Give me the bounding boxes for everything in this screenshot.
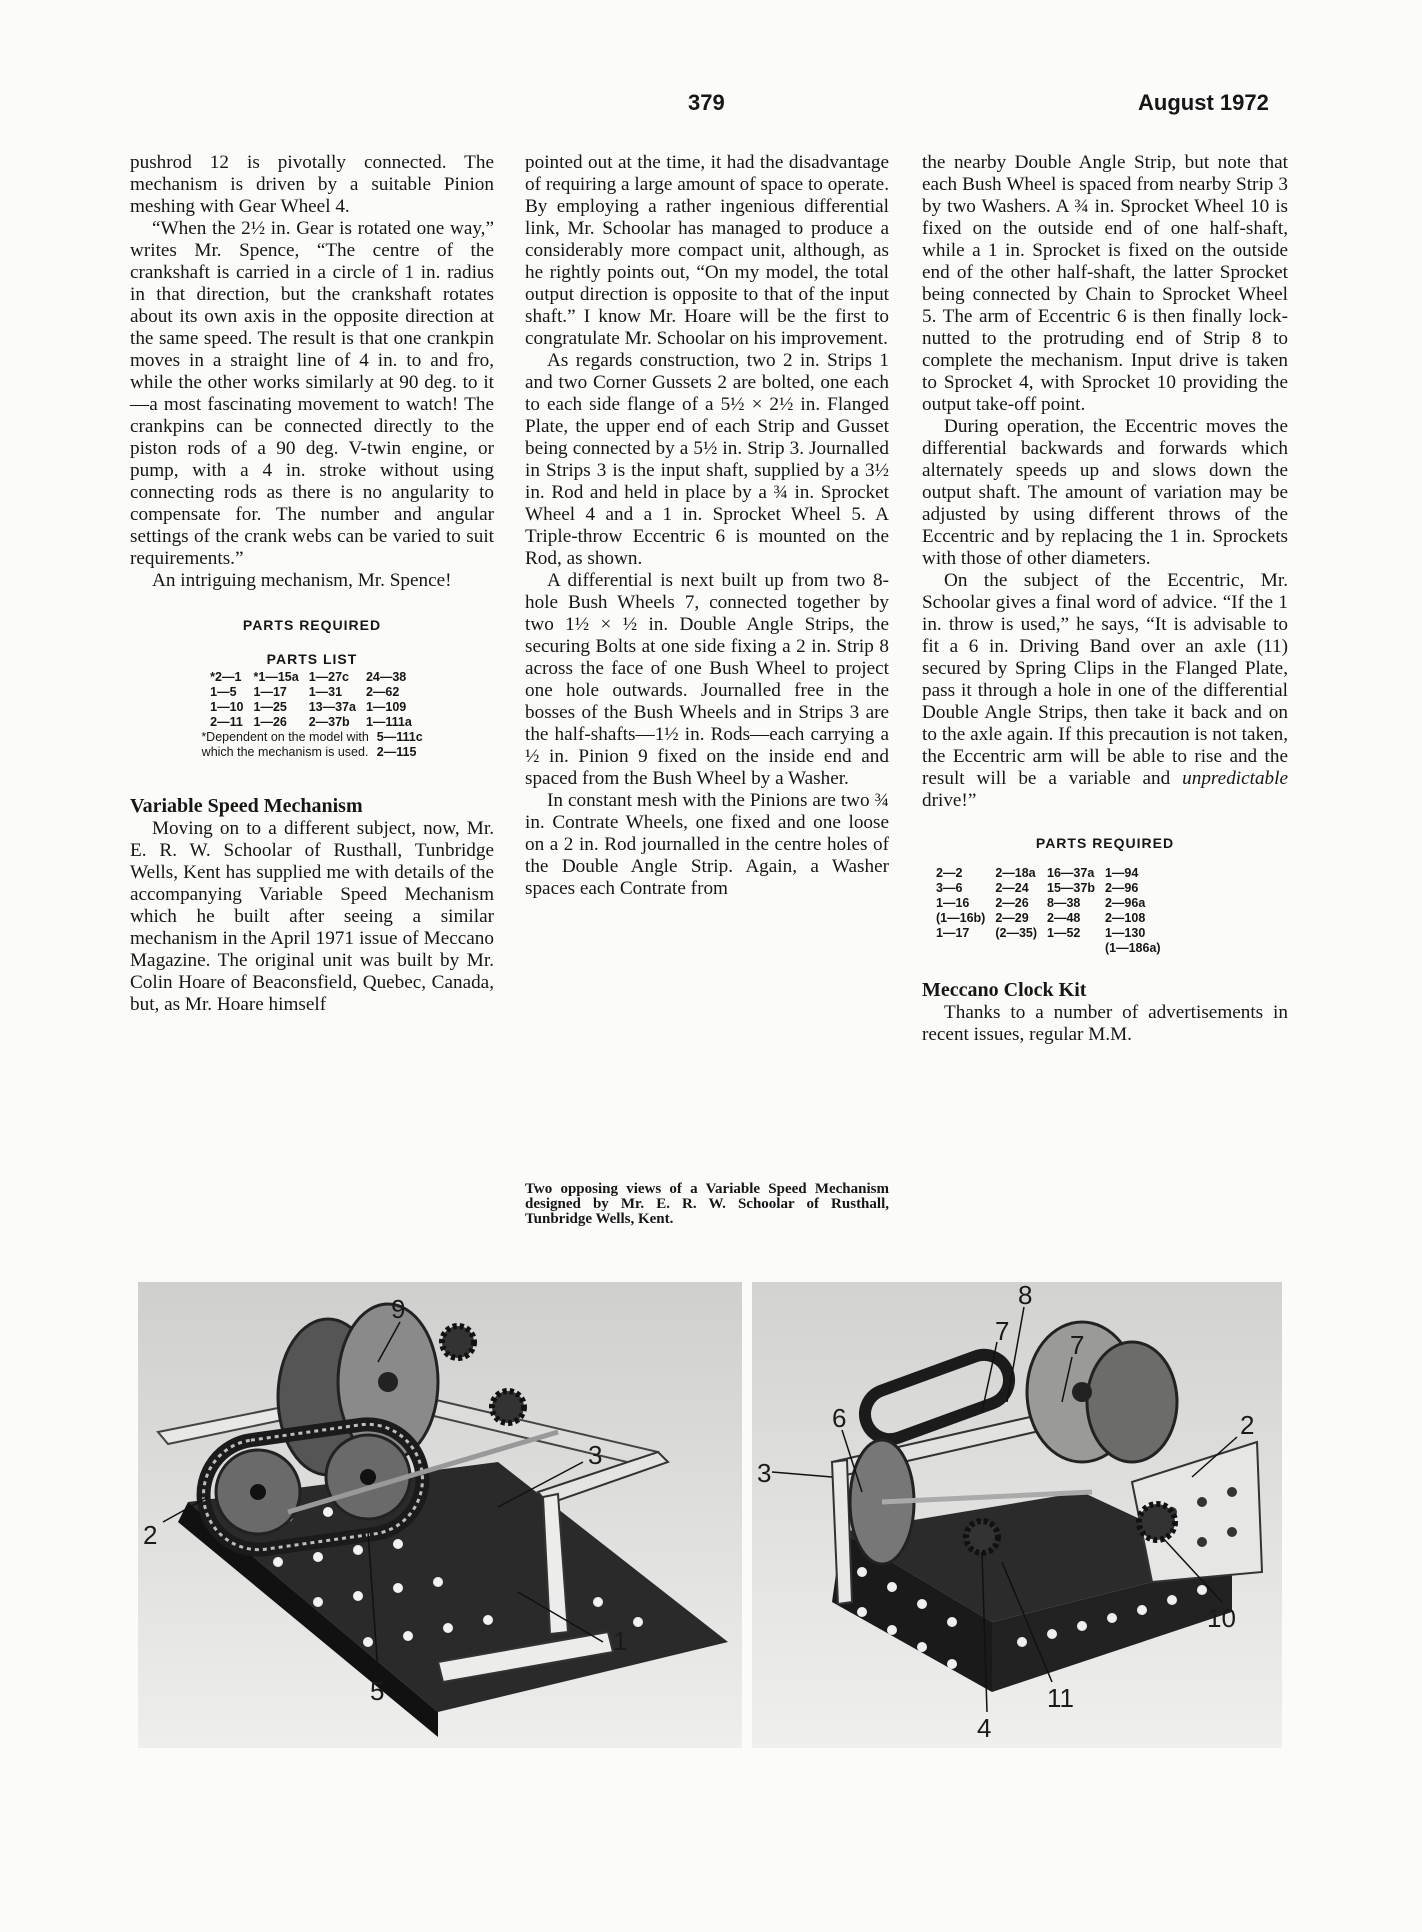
table-cell: 1—27c: [308, 670, 349, 684]
table-cell: 2—108: [1104, 911, 1146, 925]
table-cell: 1—130: [1104, 926, 1146, 940]
table-cell: 2—96: [1104, 881, 1139, 895]
table-cell: 24—38: [365, 670, 407, 684]
label-4: 4: [977, 1713, 992, 1743]
paragraph: A differential is next built up from two 8-hole Bush Wheels 7, connected together by two 1½ × ½ in. Double Angle Strips, the securing Bolts at one side fixing a 2 in. Strip 8 across the face of one Bush Wheel to project one hole outwards. Journalled free in the bosses of the Bush Wheels and in Strips 3 are the half-shafts—1½ in. Rods—each carrying a ½ in. Pinion 9 fixed on the inside end and spaced from the Bush Wheel by a Washer.: [525, 570, 889, 789]
parts-required-heading: PARTS REQUIRED: [1035, 835, 1175, 851]
paragraph: In constant mesh with the Pinions are two ¾ in. Contrate Wheels, one fixed and one loose on a 2 in. Rod journalled in the centre holes of the Double Angle Strip. Again, a Washer spaces each Contrate from: [525, 790, 889, 899]
label-10: 10: [1207, 1603, 1236, 1633]
table-cell: *1—15a: [253, 670, 299, 684]
table-cell: 2—96a: [1104, 896, 1146, 910]
table-row: [206, 685, 418, 700]
table-cell: 1—17: [253, 685, 287, 699]
section-heading: Variable Speed Mechanism: [130, 795, 363, 817]
label-2: 2: [1240, 1410, 1255, 1440]
table-cell: 1—5: [210, 685, 237, 699]
parts-note: [130, 730, 494, 760]
table-cell: 1—16: [936, 896, 970, 910]
table-cell: 1—10: [210, 700, 244, 714]
text-run: On the subject of the Eccentric, Mr. Schoolar gives a final word of advice. “If the 1 in. throw is used,” he says, “It is advisable to fit a 6 in. Driving Band over an axle (11) secured by Spring Clips in the Flanged Plate, pass it through a hole in one of the differential Double Angle Strips, then take it back and on to the axle again. If this precaution is not taken, the Eccentric arm will be able to rise and the result will be a variable and: [922, 570, 1288, 789]
paragraph: the nearby Double Angle Strip, but note that each Bush Wheel is spaced from nearby Strip 3 by two Washers. A ¾ in. Sprocket Wheel 10 is fixed on the outside end of one half-shaft, while a 1 in. Sprocket is fixed on the outside end of the other half-shaft, the latter Sprocket being connected by Chain to Sprocket Wheel 5. The arm of Eccentric 6 is then finally lock-nutted to the protruding end of Strip 8 to complete the mechanism. Input drive is taken to Sprocket 4, with Sprocket 10 providing the output take-off point.: [922, 152, 1288, 415]
issue-date: August 1972: [1138, 90, 1269, 115]
table-cell: 2—24: [995, 881, 1029, 895]
table-row: [932, 881, 1167, 896]
mechanism-photo-left: [138, 1282, 742, 1748]
table-cell: 2—37b: [308, 715, 350, 729]
table-cell: 1—17: [936, 926, 970, 940]
parts-list-heading: PARTS LIST: [266, 651, 358, 667]
label-5: 5: [370, 1676, 385, 1706]
table-cell: 1—109: [365, 700, 407, 714]
table-cell: [932, 941, 991, 956]
table-row: [932, 911, 1167, 926]
table-cell: (2—35): [995, 926, 1038, 940]
table-cell: 2—48: [1047, 911, 1081, 925]
table-row: [932, 866, 1167, 881]
figure-caption: Two opposing views of a Variable Speed Mechanism designed by Mr. E. R. W. Schoolar of Rusthall, Tunbridge Wells, Kent.: [525, 1181, 889, 1227]
column-2: [525, 152, 889, 900]
text-run: drive!”: [922, 790, 977, 811]
table-cell: 2—2: [936, 866, 963, 880]
paragraph: During operation, the Eccentric moves the differential backwards and forwards which alternately speeds up and slows down the output shaft. The amount of variation may be adjusted by using different throws of the Eccentric and by replacing the 1 in. Sprockets with those of other diameters.: [922, 416, 1288, 569]
table-cell: 1—94: [1104, 866, 1139, 880]
table-cell: 16—37a: [1047, 866, 1095, 880]
table-cell: 1—31: [308, 685, 343, 699]
column-1: [130, 152, 494, 1016]
table-cell: 2—11: [210, 715, 243, 729]
label-9: 9: [391, 1294, 406, 1324]
table-row: [206, 700, 418, 715]
photo-right: [752, 1282, 1282, 1748]
label-7: 7: [995, 1316, 1010, 1346]
label-2: 2: [143, 1520, 158, 1550]
paragraph: pointed out at the time, it had the disadvantage of requiring a large amount of space to operate. By employing a rather ingenious differential link, Mr. Schoolar has managed to produce a considerably more compact unit, although, as he rightly points out, “On my model, the total output direction is opposite to that of the input shaft.” I know Mr. Hoare will be the first to congratulate Mr. Schoolar on his improvement.: [525, 152, 889, 349]
photo-left: [138, 1282, 742, 1748]
paragraph: [922, 570, 1288, 812]
table-row: [932, 896, 1167, 911]
italic-text: unpredictable: [1182, 768, 1288, 789]
mechanism-photo-right: [752, 1282, 1282, 1748]
table-cell: (1—16b): [936, 911, 986, 925]
table-cell: 2—18a: [995, 866, 1036, 880]
paragraph: “When the 2½ in. Gear is rotated one way,” writes Mr. Spence, “The centre of the crankshaft is carried in a circle of 1 in. radius in that direction, but the crankshaft rotates about its own axis in the opposite direction at the same speed. The result is that one crankpin moves in a straight line of 4 in. to and fro, while the other works similarly at 90 deg. to it—a most fascinating movement to watch! The crankpins can be connected directly to the piston rods of a 90 deg. V-twin engine, or pump, with a 4 in. stroke without using connecting rods as there is no angularity to compensate for. The number and angular settings of the crank webs can be varied to suit requirements.”: [130, 218, 494, 569]
page-number: 379: [688, 90, 725, 115]
table-cell: 2—29: [995, 911, 1029, 925]
parts-table: [932, 866, 1167, 956]
paragraph: An intriguing mechanism, Mr. Spence!: [152, 570, 452, 591]
table-cell: [1043, 941, 1101, 956]
label-8: 8: [1018, 1282, 1033, 1310]
section-heading: Meccano Clock Kit: [922, 979, 1087, 1001]
paragraph: Moving on to a different subject, now, Mr. E. R. W. Schoolar of Rusthall, Tunbridge Wells, Kent has supplied me with details of the accompanying Variable Speed Mechanism which he built after seeing a similar mechanism in the April 1971 issue of Meccano Magazine. The original unit was built by Mr. Colin Hoare of Beaconsfield, Quebec, Canada, but, as Mr. Hoare himself: [130, 818, 494, 1015]
parts-table: [206, 670, 418, 730]
note-text: *Dependent on the model with: [201, 730, 369, 744]
table-cell: 1—26: [253, 715, 287, 729]
label-3: 3: [757, 1458, 772, 1488]
table-cell: 2—26: [995, 896, 1029, 910]
table-cell: 13—37a: [308, 700, 356, 714]
table-cell: 3—6: [936, 881, 963, 895]
label-6: 6: [832, 1403, 847, 1433]
table-cell: 1—111a: [365, 715, 412, 729]
column-3: [922, 152, 1288, 1046]
table-row: [932, 941, 1167, 956]
table-cell: (1—186a): [1104, 941, 1161, 955]
label-11: 11: [1047, 1683, 1074, 1713]
table-cell: *2—1: [210, 670, 242, 684]
table-cell: [991, 941, 1043, 956]
table-cell: 1—25: [253, 700, 287, 714]
table-cell: 8—38: [1047, 896, 1081, 910]
table-row: [206, 670, 418, 685]
table-row: [932, 926, 1167, 941]
note-part: 5—111c: [376, 730, 423, 744]
note-part: 2—115: [376, 745, 417, 759]
label-1: 1: [613, 1626, 628, 1656]
paragraph: pushrod 12 is pivotally connected. The mechanism is driven by a suitable Pinion meshing with Gear Wheel 4.: [130, 152, 494, 217]
note-text: which the mechanism is used.: [201, 745, 369, 759]
table-row: [206, 715, 418, 730]
paragraph: Thanks to a number of advertisements in recent issues, regular M.M.: [922, 1002, 1288, 1045]
paragraph: As regards construction, two 2 in. Strips 1 and two Corner Gussets 2 are bolted, one each to each side flange of a 5½ × 2½ in. Flanged Plate, the upper end of each Strip and Gusset being connected by a 5½ in. Strip 3. Journalled in Strips 3 is the input shaft, supplied by a 3½ in. Rod and held in place by a ¾ in. Sprocket Wheel 4 and a 1 in. Sprocket Wheel 5. A Triple-throw Eccentric 6 is mounted on the Rod, as shown.: [525, 350, 889, 569]
table-cell: 2—62: [365, 685, 400, 699]
label-3: 3: [588, 1440, 603, 1470]
parts-required-heading: PARTS REQUIRED: [242, 617, 382, 633]
table-cell: 15—37b: [1047, 881, 1095, 895]
label-7: 7: [1070, 1330, 1085, 1360]
table-cell: 1—52: [1047, 926, 1081, 940]
